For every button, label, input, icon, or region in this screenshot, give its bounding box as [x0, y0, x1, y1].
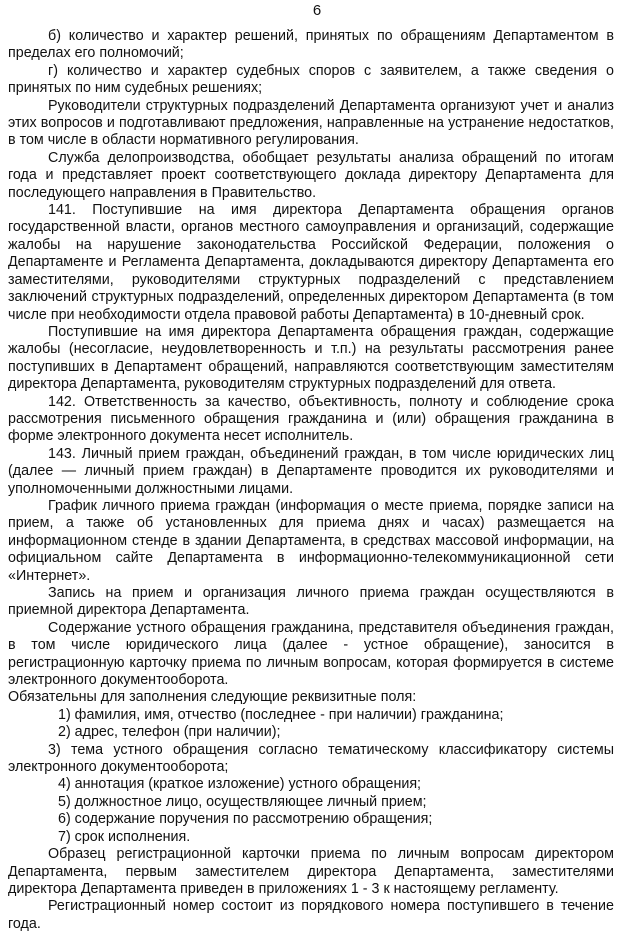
list-item: 7) срок исполнения. — [58, 828, 191, 845]
paragraph: Содержание устного обращения гражданина, представителя объединения граждан, в том числе юридического лица (далее - устное обращение), заносится в регистрационную карточку приема по личным вопросам, которая формируется в системе электронного документооборота. — [8, 619, 614, 689]
paragraph: 142. Ответственность за качество, объективность, полноту и соблюдение срока рассмотрения письменного обращения гражданина и (или) обращения гражданина в форме электронного документа несет исполнитель. — [8, 393, 614, 445]
list-item: 4) аннотация (краткое изложение) устного обращения; — [58, 776, 422, 793]
page-number: 6 — [312, 2, 322, 19]
paragraph: Служба делопроизводства, обобщает результаты анализа обращений по итогам года и представляет проект соответствующего доклада директору Департамента для последующего направления в Правительство. — [8, 149, 614, 201]
paragraph: Руководители структурных подразделений Департамента организуют учет и анализ этих вопросов и подготавливают предложения, направленные на устранение недостатков, в том числе в области нормативного регулирования. — [8, 97, 614, 149]
paragraph: 143. Личный прием граждан, объединений граждан, в том числе юридических лиц (далее — личный прием граждан) в Департаменте проводится их руководителями и уполномоченными должностными лицами. — [8, 445, 614, 497]
paragraph: 141. Поступившие на имя директора Департамента обращения органов государственной власти, органов местного самоуправления и организаций, содержащие жалобы на нарушение законодательства Российской Федерации, положения о Департаменте и Регламента Департамента, докладываются директору Департамента его заместителями, руководителями структурных подразделений с представлением заключений структурных подразделений, определенных директором Департамента (в том числе при необходимости отдела правовой работы Департамента) в 10-дневный срок. — [8, 202, 614, 323]
paragraph: б) количество и характер решений, принятых по обращениям Департаментом в пределах его полномочий; — [8, 28, 614, 62]
paragraph: Поступившие на имя директора Департамента обращения граждан, содержащие жалобы (несогласие, неудовлетворенность и т.п.) на результаты рассмотрения ранее поступивших в Департамент обращений, направляются соответствующим заместителям директора Департамента, руководителям структурных подразделений для ответа. — [8, 323, 614, 393]
list-item: 1) фамилия, имя, отчество (последнее - при наличии) гражданина; — [58, 706, 504, 723]
document-body — [8, 28, 614, 933]
paragraph: Регистрационный номер состоит из порядкового номера поступившего в течение года. — [8, 898, 614, 932]
paragraph: График личного приема граждан (информация о месте приема, порядке записи на прием, а также об установленных для приема днях и часах) размещается на информационном стенде в здании Департамента, в средствах массовой информации, на официальном сайте Департамента в информационно-телекоммуникационной сети «Интернет». — [8, 497, 614, 584]
paragraph: Образец регистрационной карточки приема по личным вопросам директором Департамента, первым заместителем директора Департамента, заместителями директора Департамента приведен в приложениях 1 - 3 к настоящему регламенту. — [8, 846, 614, 897]
paragraph: Запись на прием и организация личного приема граждан осуществляются в приемной директора Департамента. — [8, 585, 614, 619]
list-item: 6) содержание поручения по рассмотрению обращения; — [58, 811, 433, 828]
list-item: 5) должностное лицо, осуществляющее личный прием; — [58, 793, 427, 810]
paragraph: Обязательны для заполнения следующие реквизитные поля: — [8, 689, 417, 706]
list-item: 2) адрес, телефон (при наличии); — [58, 724, 281, 741]
paragraph: 3) тема устного обращения согласно тематическому классификатору системы электронного документооборота; — [8, 741, 614, 776]
paragraph: г) количество и характер судебных споров с заявителем, а также сведения о принятых по ним судебных решениях; — [8, 62, 614, 97]
